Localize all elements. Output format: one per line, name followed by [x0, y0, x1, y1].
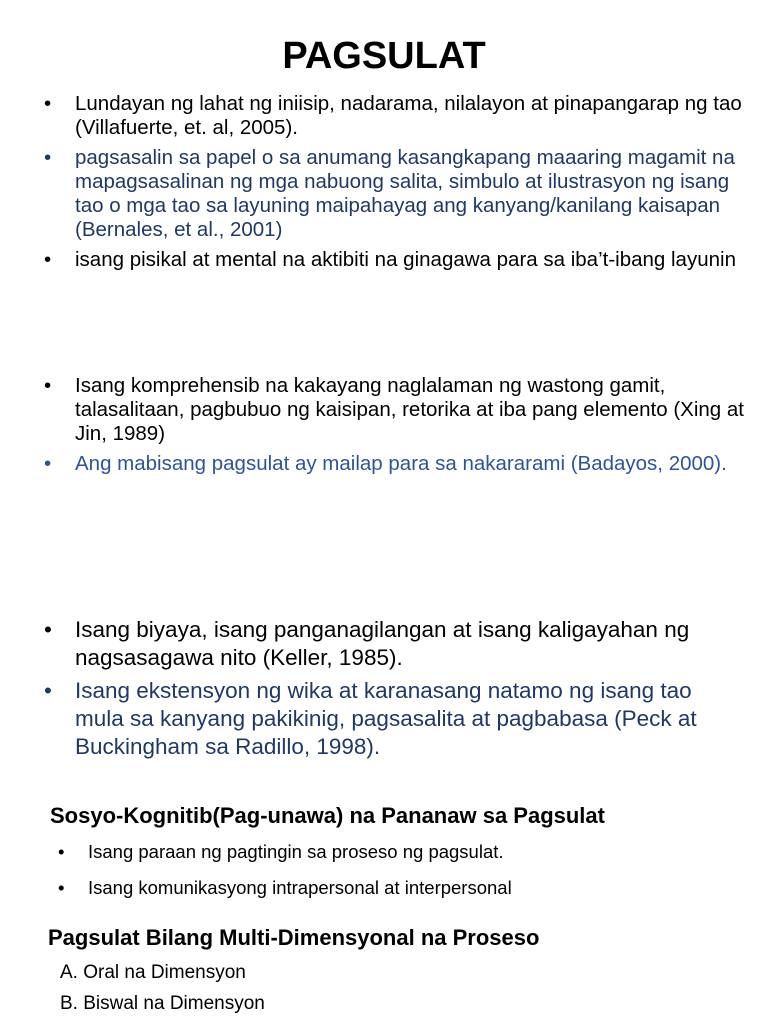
list-item-text: Isang ekstensyon ng wika at karanasang natamo ng isang tao mula sa kanyang pakikinig, pagsasalita at pagbabasa (Peck at Buckingham sa Radillo, 1998). [75, 678, 697, 759]
list-item-text: Ang mabisang pagsulat ay mailap para sa nakararami (Badayos, 2000). [75, 452, 727, 475]
section-heading-multi-dimensyonal: Pagsulat Bilang Multi-Dimensyonal na Proseso [48, 925, 540, 950]
list-item [44, 616, 744, 672]
list-item-text: isang pisikal at mental na aktibiti na ginagawa para sa iba’t-ibang layunin [75, 248, 736, 271]
list-item-text: Isang komprehensib na kakayang naglalaman ng wastong gamit, talasalitaan, pagbubuo ng kaisipan, retorika at iba pang elemento (Xing at Jin, 1989) [75, 374, 744, 445]
list-item [58, 876, 748, 900]
sosyo-kognitib-list [58, 840, 748, 912]
list-item [44, 146, 744, 242]
page-title: PAGSULAT [282, 35, 486, 77]
bullet-icon: • [44, 678, 52, 703]
list-item-text: pagsasalin sa papel o sa anumang kasangkapang maaaring magamit na mapagsasalinan ng mga nabuong salita, simbulo at ilustrasyon ng isang tao o mga tao sa layuning maipahayag ang kanyang/kanilang kaisapan (Bernales, et al., 2001) [75, 146, 735, 241]
bullet-icon: • [44, 452, 52, 475]
bullet-icon: • [44, 92, 52, 115]
list-item [44, 92, 744, 140]
list-item [44, 452, 744, 476]
list-item [58, 840, 748, 864]
dimension-list [60, 957, 265, 1019]
bullet-icon: • [44, 617, 52, 642]
definition-list-3 [44, 616, 744, 766]
dimension-item: A. Oral na Dimensyon [60, 962, 246, 983]
list-item-text: Isang komunikasyong intrapersonal at interpersonal [88, 877, 512, 898]
list-item-text: Isang biyaya, isang panganagilangan at isang kaligayahan ng nagsasagawa nito (Keller, 1985). [75, 617, 690, 670]
definition-list-2 [44, 374, 744, 482]
list-item [44, 374, 744, 446]
list-item-text: Lundayan ng lahat ng iniisip, nadarama, nilalayon at pinapangarap ng tao (Villafuerte, et. al, 2005). [75, 92, 742, 139]
dimension-item: B. Biswal na Dimensyon [60, 993, 265, 1014]
list-item-text: Isang paraan ng pagtingin sa proseso ng pagsulat. [88, 841, 504, 862]
list-item [44, 677, 744, 761]
bullet-icon: • [58, 877, 65, 898]
bullet-icon: • [44, 146, 52, 169]
definition-list-1 [44, 92, 744, 278]
section-heading-sosyo-kognitib: Sosyo-Kognitib(Pag-unawa) na Pananaw sa Pagsulat [50, 803, 605, 828]
list-item [44, 248, 744, 272]
bullet-icon: • [44, 248, 52, 271]
bullet-icon: • [44, 374, 52, 397]
bullet-icon: • [58, 841, 65, 862]
